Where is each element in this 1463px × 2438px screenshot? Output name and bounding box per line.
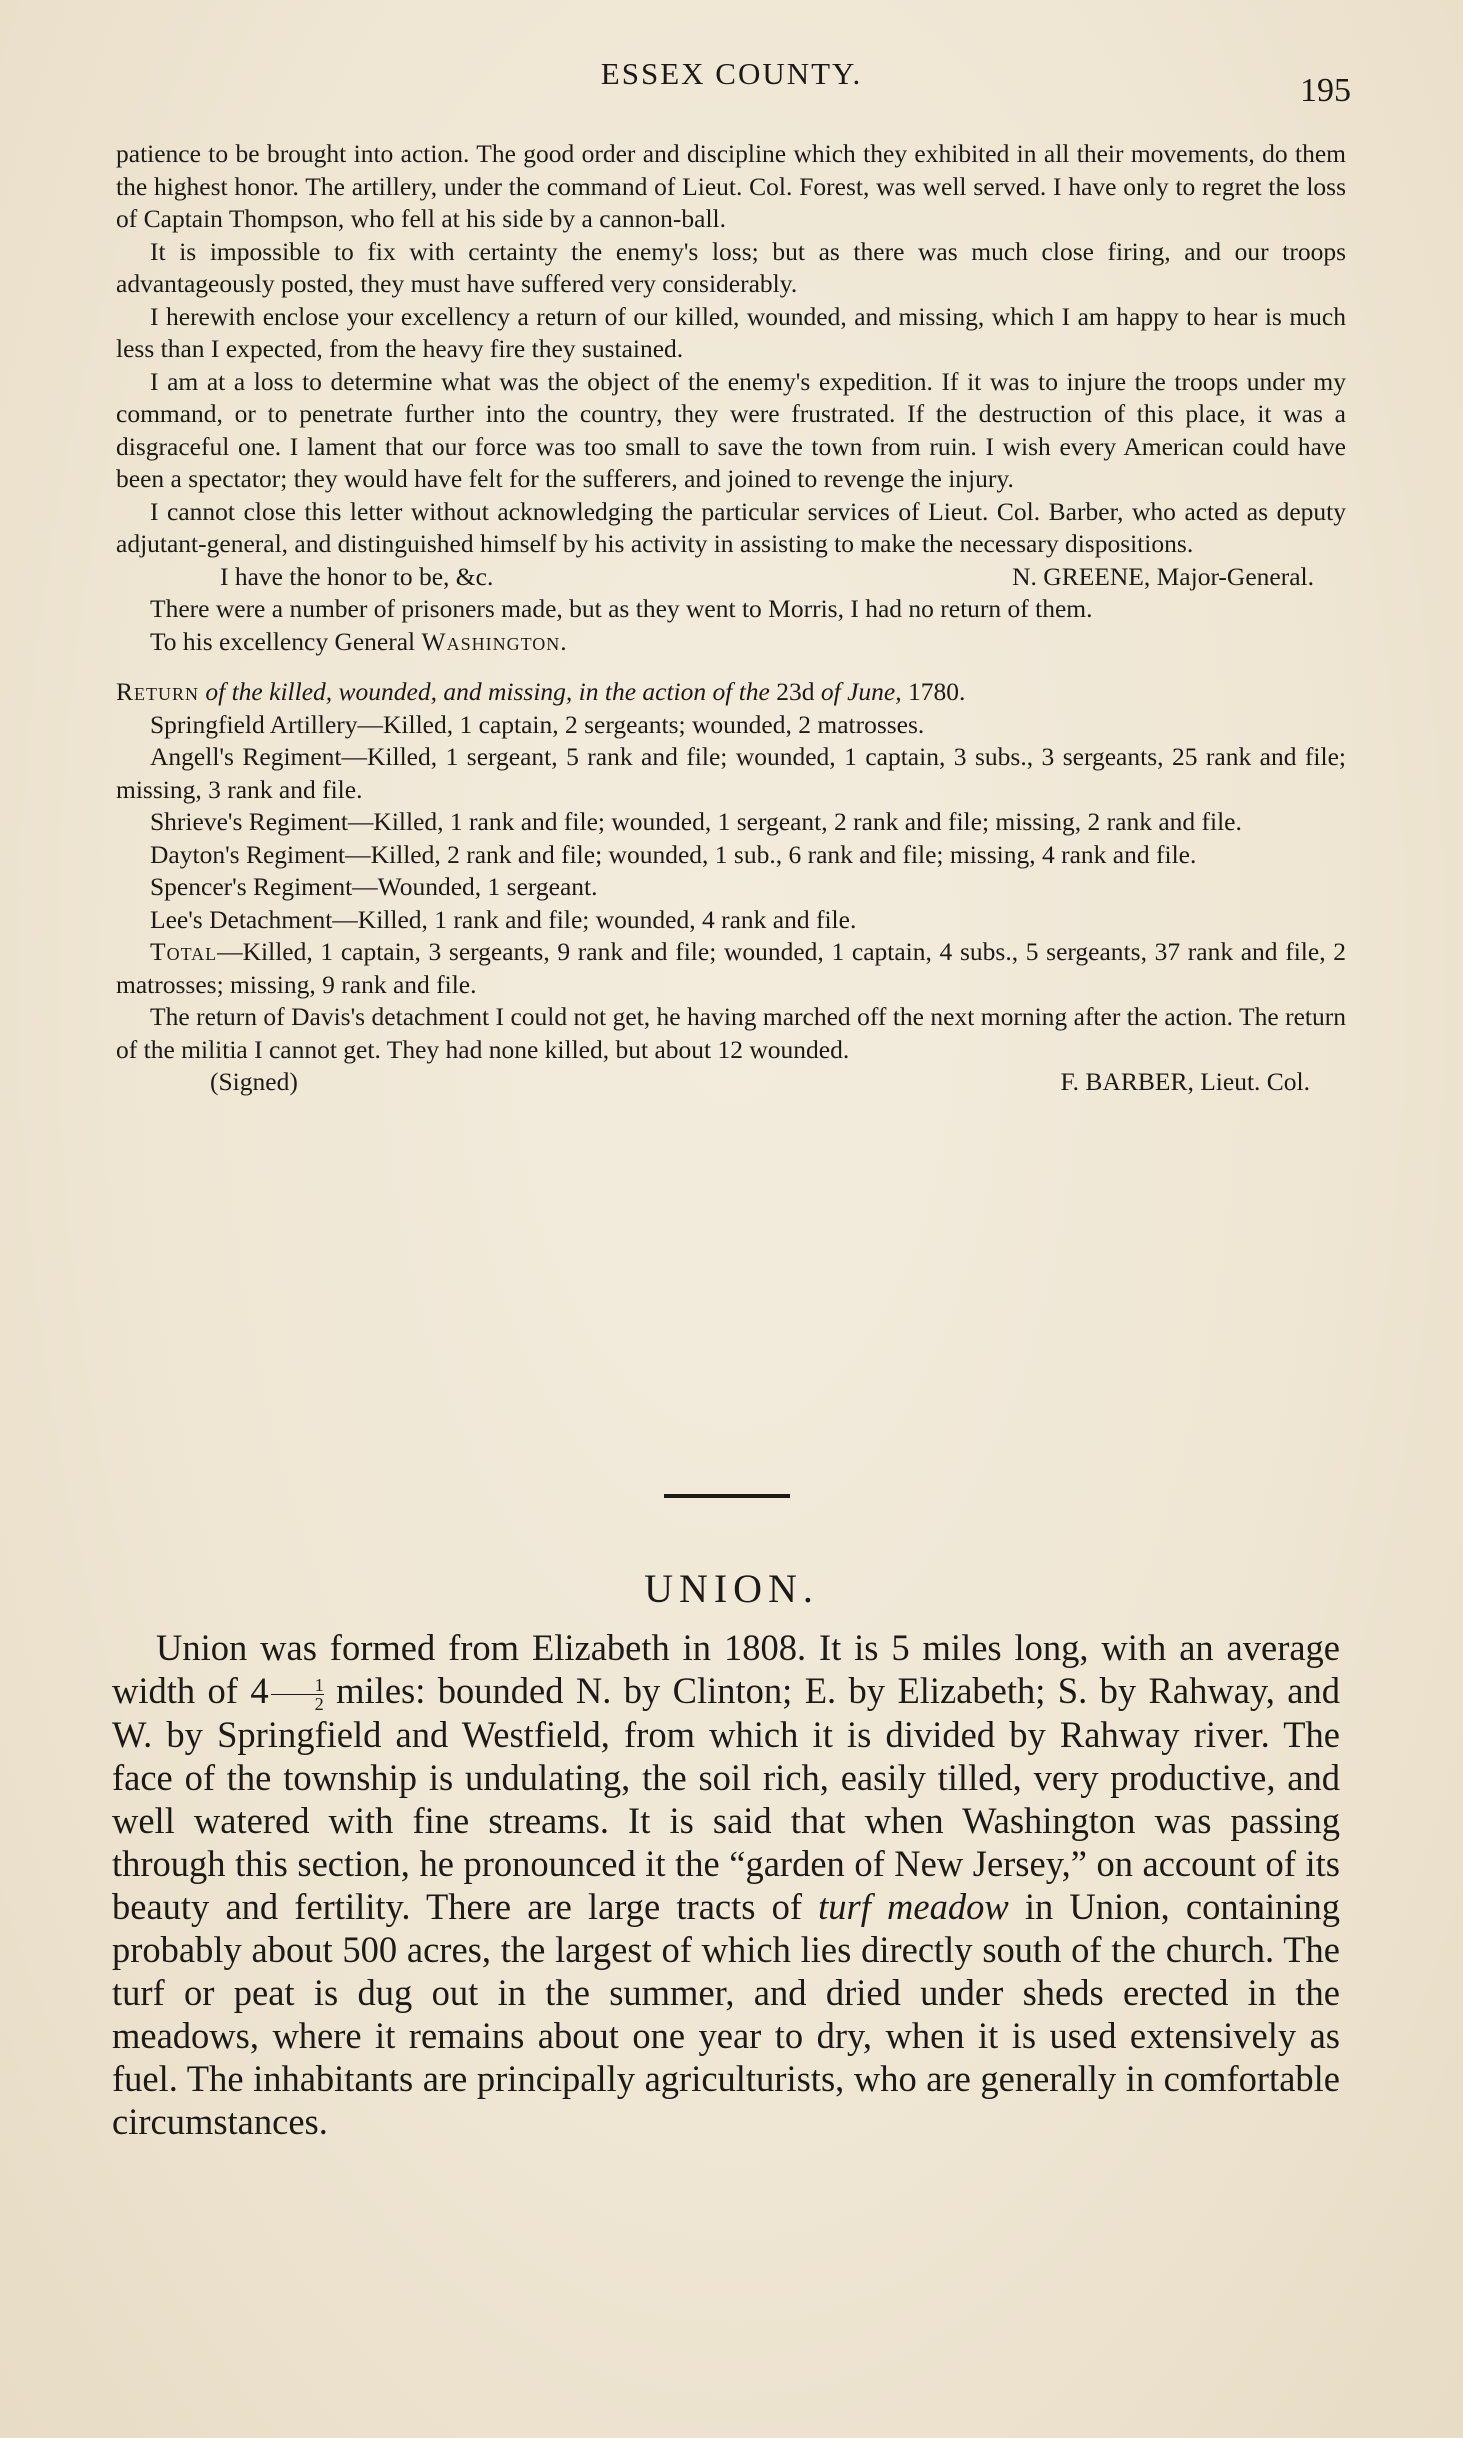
- width-fraction: [271, 1676, 324, 1714]
- letter-closing-line: [116, 561, 1346, 594]
- postscript-text: There were a number of prisoners made, but as they went to Morris, I had no return of them.: [150, 594, 1093, 623]
- fraction-numerator: 1: [271, 1676, 324, 1695]
- return-date-day: 23d: [776, 677, 815, 706]
- letter-paragraph: I cannot close this letter without acknowledging the particular services of Lieut. Col. Barber, who acted as deputy adjutant-general, and distinguished himself by his activity in assisting to make the necessary dispositions.: [116, 496, 1346, 558]
- fraction-denominator: 2: [314, 1694, 324, 1715]
- return-heading: [116, 676, 1346, 709]
- section-divider: [664, 1494, 790, 1498]
- return-line: Lee's Detachment—Killed, 1 rank and file; wounded, 4 rank and file.: [150, 904, 857, 934]
- return-line: Springfield Artillery—Killed, 1 captain, 2 sergeants; wounded, 2 matrosses.: [150, 709, 925, 739]
- signed-line: [116, 1066, 1346, 1099]
- return-date-month: of June,: [820, 677, 902, 706]
- union-body: [112, 1626, 1340, 2143]
- running-head: ESSEX COUNTY.: [600, 56, 863, 91]
- letter-paragraph: It is impossible to fix with certainty the enemy's loss; but as there was much close firing, and our troops advantageously posted, they must have suffered very considerably.: [116, 236, 1346, 298]
- addressee-prefix: To his excellency General: [150, 626, 416, 656]
- page-number: 195: [1300, 72, 1351, 109]
- letter-body: [116, 138, 1346, 1099]
- return-title: of the killed, wounded, and missing, in the action of the: [205, 677, 770, 706]
- total-text: —Killed, 1 captain, 3 sergeants, 9 rank and file; wounded, 1 captain, 4 subs., 5 sergeants, 37 rank and file, 2 matrosses; missing, 9 rank and file.: [116, 937, 1346, 999]
- signer: F. BARBER, Lieut. Col.: [1060, 1067, 1310, 1096]
- addressee-name: Washington.: [421, 626, 568, 656]
- return-line: Angell's Regiment—Killed, 1 sergeant, 5 rank and file; wounded, 1 captain, 3 subs., 3 sergeants, 25 rank and file; missing, 3 rank and file.: [116, 742, 1346, 804]
- addressee: [116, 626, 1346, 659]
- width-whole: 4: [250, 1670, 269, 1711]
- signed-label: (Signed): [210, 1067, 298, 1096]
- return-total: [116, 936, 1346, 1001]
- union-text-part1: Union was formed from Elizabeth in 1808. It is 5 miles long, with an average width of: [112, 1627, 1340, 1711]
- union-text-part3: in Union, containing probably about 500 acres, the largest of which lies directly south of the church. The turf or peat is dug out in the summer, and dried under sheds erected in the meadows, where it remains about one year to dry, when it is used extensively as fuel. The inhabitants are principally agriculturists, who are generally in comfortable circumstances.: [112, 1886, 1340, 2143]
- closing-phrase: I have the honor to be, &c.: [220, 561, 494, 591]
- return-line: Shrieve's Regiment—Killed, 1 rank and file; wounded, 1 sergeant, 2 rank and file; missing, 2 rank and file.: [150, 807, 1242, 836]
- return-line: Dayton's Regiment—Killed, 2 rank and file; wounded, 1 sub., 6 rank and file; missing, 4 rank and file.: [150, 839, 1197, 869]
- section-title: UNION.: [644, 1566, 819, 1611]
- return-line: Spencer's Regiment—Wounded, 1 sergeant.: [150, 872, 598, 901]
- turf-meadow-term: turf meadow: [818, 1886, 1009, 1928]
- davis-note: The return of Davis's detachment I could not get, he having marched off the next morning after the action. The return of the militia I cannot get. They had none killed, but about 12 wounded.: [116, 1002, 1346, 1064]
- letter-paragraph: patience to be brought into action. The good order and discipline which they exhibited in all their movements, do them the highest honor. The artillery, under the command of Lieut. Col. Forest, was well served. I have only to regret the loss of Captain Thompson, who fell at his side by a cannon-ball.: [116, 139, 1346, 233]
- letter-postscript: [116, 593, 1346, 626]
- return-date-year: 1780.: [907, 677, 966, 706]
- return-label: Return: [116, 677, 200, 706]
- letter-paragraph: I herewith enclose your excellency a return of our killed, wounded, and missing, which I am happy to hear is much less than I expected, from the heavy fire they sustained.: [116, 301, 1346, 363]
- letter-paragraph: I am at a loss to determine what was the object of the enemy's expedition. If it was to injure the troops under my command, or to penetrate further into the country, they were frustrated. If the destruction of this place, it was a disgraceful one. I lament that our force was too small to save the town from ruin. I wish every American could have been a spectator; they would have felt for the sufferers, and joined to revenge the injury.: [116, 366, 1346, 493]
- signature: N. GREENE, Major-General.: [1012, 561, 1314, 591]
- union-text-part2: miles: bounded N. by Clinton; E. by Elizabeth; S. by Rahway, and W. by Springfield and Westfield, from which it is divided by Rahway river. The face of the township is undulating, the soil rich, easily tilled, very productive, and well watered with fine streams. It is said that when Washington was passing through this section, he pronounced it the “garden of New Jersey,” on account of its beauty and fertility. There are large tracts of: [112, 1670, 1341, 1928]
- total-label: Total: [150, 937, 218, 966]
- union-paragraph: [112, 1626, 1340, 2143]
